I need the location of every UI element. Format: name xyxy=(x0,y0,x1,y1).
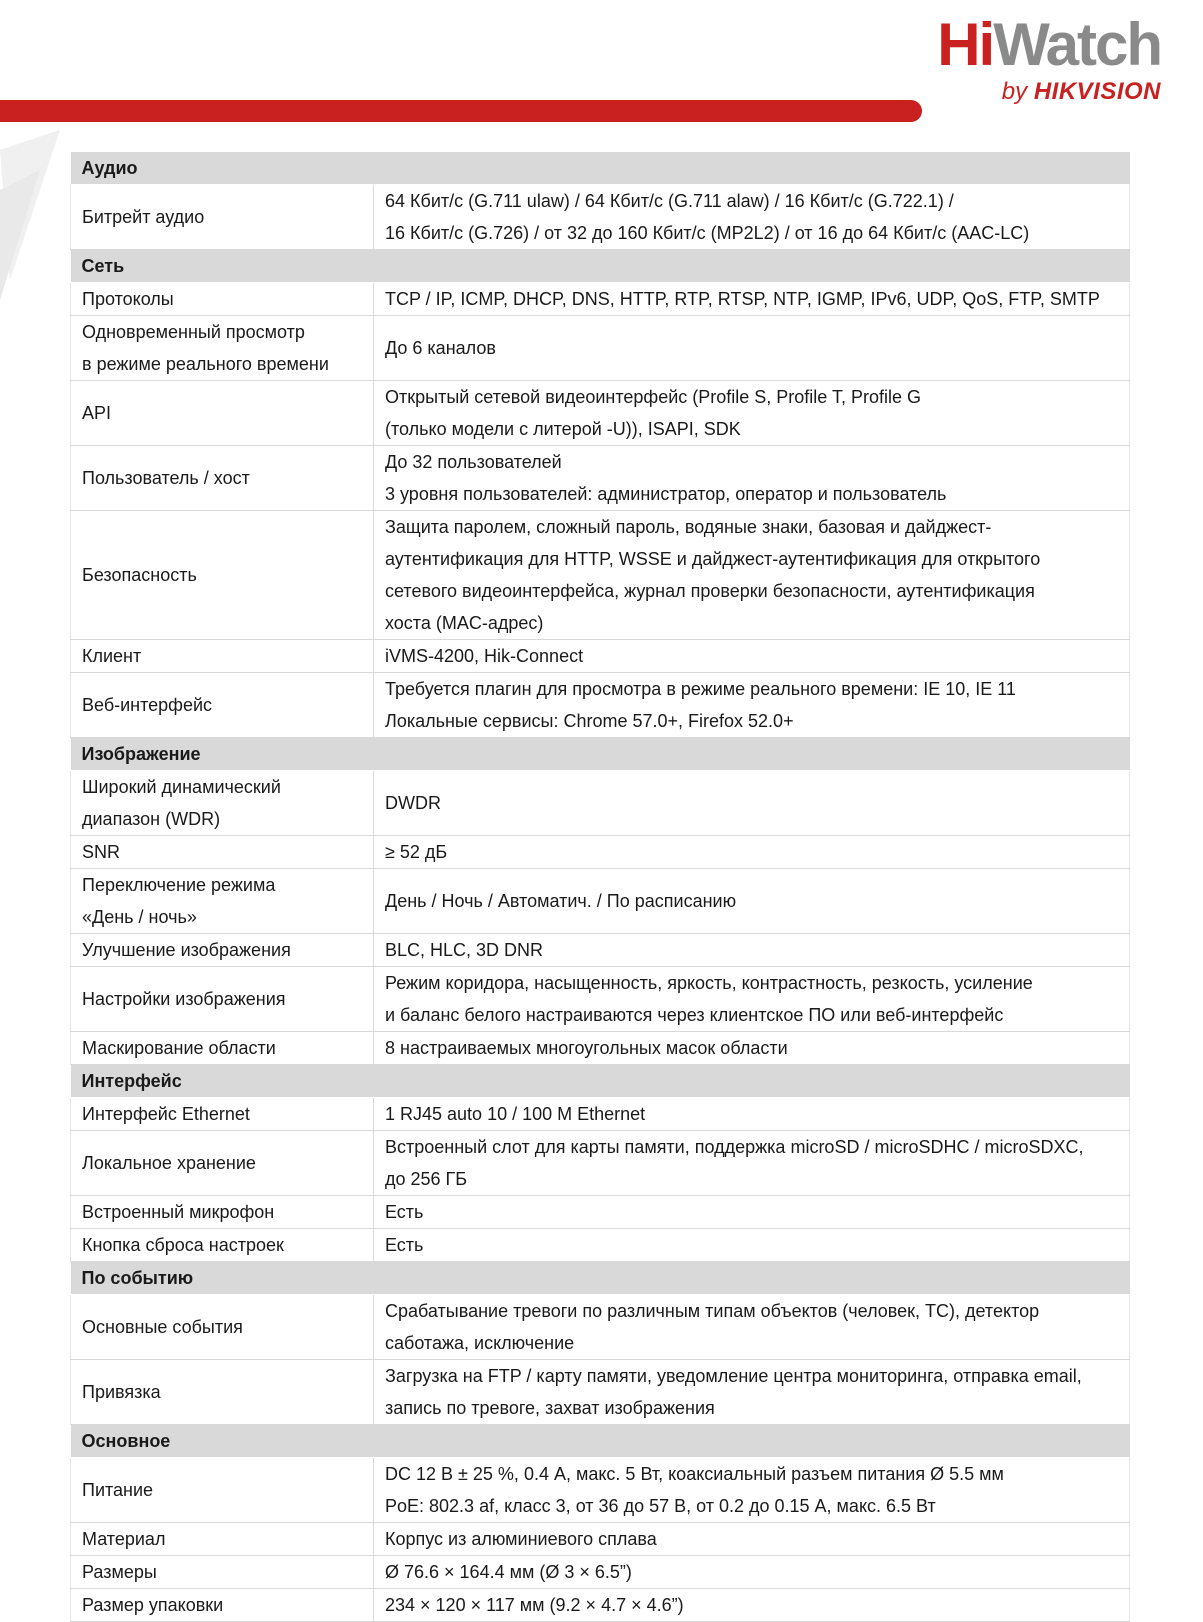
spec-label-line: Клиент xyxy=(82,646,142,666)
spec-row xyxy=(71,673,1130,738)
spec-value xyxy=(374,640,1130,673)
spec-label-line: в режиме реального времени xyxy=(82,354,329,374)
spec-label xyxy=(71,1098,374,1131)
spec-row xyxy=(71,185,1130,250)
spec-row xyxy=(71,1589,1130,1622)
spec-value-line: До 6 каналов xyxy=(385,338,496,358)
section-header xyxy=(71,1065,1130,1098)
spec-value-line: iVMS-4200, Hik-Connect xyxy=(385,646,584,666)
spec-label xyxy=(71,446,374,511)
section-title: Аудио xyxy=(71,152,1130,185)
hiwatch-logo xyxy=(901,11,1161,106)
spec-label xyxy=(71,1589,374,1622)
spec-row xyxy=(71,934,1130,967)
spec-value-line: DC 12 В ± 25 %, 0.4 А, макс. 5 Вт, коаксиальный разъем питания Ø 5.5 мм xyxy=(385,1464,1004,1484)
spec-value-line: BLC, HLC, 3D DNR xyxy=(385,940,544,960)
spec-row xyxy=(71,381,1130,446)
spec-label-line: Одновременный просмотр xyxy=(82,322,305,342)
spec-label-line: Веб-интерфейс xyxy=(82,695,213,715)
spec-value-line: хоста (MAC-адрес) xyxy=(385,613,544,633)
section-header xyxy=(71,738,1130,771)
spec-value-line: сетевого видеоинтерфейса, журнал проверки безопасности, аутентификация xyxy=(385,581,1035,601)
spec-value-line: TCP / IP, ICMP, DHCP, DNS, HTTP, RTP, RTSP, NTP, IGMP, IPv6, UDP, QoS, FTP, SMTP xyxy=(385,289,1100,309)
spec-label-line: Основные события xyxy=(82,1317,243,1337)
header-red-bar xyxy=(0,100,922,122)
spec-value-line: Загрузка на FTP / карту памяти, уведомление центра мониторинга, отправка email, xyxy=(385,1366,1082,1386)
spec-label-line: Размеры xyxy=(82,1562,157,1582)
spec-value xyxy=(374,1229,1130,1262)
section-title: Интерфейс xyxy=(71,1065,1130,1098)
spec-label xyxy=(71,511,374,640)
section-header xyxy=(71,152,1130,185)
spec-row xyxy=(71,283,1130,316)
spec-value-line: Локальные сервисы: Chrome 57.0+, Firefox 52.0+ xyxy=(385,711,794,731)
section-title: Изображение xyxy=(71,738,1130,771)
decorative-triangle-watermark xyxy=(0,130,70,330)
spec-value xyxy=(374,446,1130,511)
spec-value-line: DWDR xyxy=(385,793,441,813)
spec-label xyxy=(71,1032,374,1065)
spec-label xyxy=(71,381,374,446)
spec-label xyxy=(71,1556,374,1589)
spec-value xyxy=(374,511,1130,640)
spec-value-line: До 32 пользователей xyxy=(385,452,562,472)
spec-value xyxy=(374,1098,1130,1131)
spec-label xyxy=(71,1360,374,1425)
spec-value-line: и баланс белого настраиваются через клиентское ПО или веб-интерфейс xyxy=(385,1005,1004,1025)
spec-value-line: аутентификация для HTTP, WSSE и дайджест-аутентификация для открытого xyxy=(385,549,1041,569)
section-header xyxy=(71,1425,1130,1458)
spec-label xyxy=(71,185,374,250)
spec-row xyxy=(71,316,1130,381)
spec-row xyxy=(71,640,1130,673)
spec-label xyxy=(71,640,374,673)
spec-label-line: Битрейт аудио xyxy=(82,207,205,227)
spec-label xyxy=(71,1229,374,1262)
spec-row xyxy=(71,771,1130,836)
spec-label-line: Широкий динамический xyxy=(82,777,281,797)
spec-row xyxy=(71,967,1130,1032)
spec-label xyxy=(71,316,374,381)
spec-value xyxy=(374,673,1130,738)
spec-value-line: Корпус из алюминиевого сплава xyxy=(385,1529,657,1549)
spec-value xyxy=(374,1556,1130,1589)
spec-value-line: 3 уровня пользователей: администратор, оператор и пользователь xyxy=(385,484,947,504)
spec-label xyxy=(71,1196,374,1229)
spec-label-line: Пользователь / хост xyxy=(82,468,250,488)
spec-value-line: Есть xyxy=(385,1235,424,1255)
spec-label xyxy=(71,1458,374,1523)
spec-value-line: Срабатывание тревоги по различным типам объектов (человек, ТС), детектор xyxy=(385,1301,1040,1321)
spec-value-line: PoE: 802.3 af, класс 3, от 36 до 57 В, от 0.2 до 0.15 А, макс. 6.5 Вт xyxy=(385,1496,936,1516)
spec-label-line: Переключение режима xyxy=(82,875,276,895)
spec-row xyxy=(71,1229,1130,1262)
spec-value-line: 234 × 120 × 117 мм (9.2 × 4.7 × 4.6”) xyxy=(385,1595,684,1615)
spec-value-line: Открытый сетевой видеоинтерфейс (Profile S, Profile T, Profile G xyxy=(385,387,922,407)
spec-label xyxy=(71,967,374,1032)
spec-value xyxy=(374,283,1130,316)
spec-value xyxy=(374,1523,1130,1556)
spec-label-line: Кнопка сброса настроек xyxy=(82,1235,284,1255)
section-title: Сеть xyxy=(71,250,1130,283)
spec-row xyxy=(71,1098,1130,1131)
spec-value-line: до 256 ГБ xyxy=(385,1169,468,1189)
spec-label-line: Протоколы xyxy=(82,289,174,309)
spec-value-line: саботажа, исключение xyxy=(385,1333,575,1353)
spec-label-line: Безопасность xyxy=(82,565,197,585)
spec-row xyxy=(71,1360,1130,1425)
spec-value xyxy=(374,1360,1130,1425)
spec-value xyxy=(374,1458,1130,1523)
spec-label-line: «День / ночь» xyxy=(82,907,197,927)
spec-label-line: Привязка xyxy=(82,1382,161,1402)
spec-value-line: ≥ 52 дБ xyxy=(385,842,448,862)
section-header xyxy=(71,250,1130,283)
spec-value xyxy=(374,869,1130,934)
spec-label xyxy=(71,673,374,738)
spec-label xyxy=(71,283,374,316)
spec-value-line: 64 Кбит/с (G.711 ulaw) / 64 Кбит/с (G.711 alaw) / 16 Кбит/с (G.722.1) / xyxy=(385,191,954,211)
spec-label-line: Улучшение изображения xyxy=(82,940,291,960)
spec-value-line: (только модели с литерой -U)), ISAPI, SDK xyxy=(385,419,741,439)
spec-value-line: Режим коридора, насыщенность, яркость, контрастность, резкость, усиление xyxy=(385,973,1033,993)
spec-label-line: Размер упаковки xyxy=(82,1595,224,1615)
spec-value xyxy=(374,771,1130,836)
spec-label xyxy=(71,869,374,934)
spec-row xyxy=(71,1131,1130,1196)
spec-value xyxy=(374,1032,1130,1065)
spec-label xyxy=(71,1131,374,1196)
spec-row xyxy=(71,1196,1130,1229)
spec-row xyxy=(71,1523,1130,1556)
spec-value-line: Встроенный слот для карты памяти, поддержка microSD / microSDHC / microSDXC, xyxy=(385,1137,1084,1157)
spec-value-line: Есть xyxy=(385,1202,424,1222)
spec-label-line: API xyxy=(82,403,112,423)
spec-label xyxy=(71,771,374,836)
spec-value xyxy=(374,1196,1130,1229)
spec-row xyxy=(71,1458,1130,1523)
spec-value xyxy=(374,1295,1130,1360)
spec-value xyxy=(374,1589,1130,1622)
spec-label xyxy=(71,1523,374,1556)
spec-label-line: Маскирование области xyxy=(82,1038,276,1058)
spec-row xyxy=(71,1556,1130,1589)
spec-value-line: 8 настраиваемых многоугольных масок области xyxy=(385,1038,788,1058)
spec-label-line: Материал xyxy=(82,1529,166,1549)
spec-row xyxy=(71,836,1130,869)
spec-value xyxy=(374,934,1130,967)
spec-label xyxy=(71,934,374,967)
section-title: Основное xyxy=(71,1425,1130,1458)
spec-value xyxy=(374,381,1130,446)
section-header xyxy=(71,1262,1130,1295)
spec-row xyxy=(71,1295,1130,1360)
spec-value xyxy=(374,316,1130,381)
spec-value xyxy=(374,185,1130,250)
spec-row xyxy=(71,1032,1130,1065)
spec-label-line: Питание xyxy=(82,1480,154,1500)
spec-value xyxy=(374,836,1130,869)
spec-label-line: Встроенный микрофон xyxy=(82,1202,275,1222)
spec-label-line: SNR xyxy=(82,842,121,862)
logo-wordmark: HiWatch xyxy=(937,11,1161,78)
spec-label xyxy=(71,836,374,869)
spec-row xyxy=(71,869,1130,934)
section-title: По событию xyxy=(71,1262,1130,1295)
spec-value xyxy=(374,967,1130,1032)
spec-value-line: Защита паролем, сложный пароль, водяные знаки, базовая и дайджест- xyxy=(385,517,992,537)
spec-label xyxy=(71,1295,374,1360)
spec-value xyxy=(374,1131,1130,1196)
spec-label-line: Локальное хранение xyxy=(82,1153,256,1173)
spec-row xyxy=(71,511,1130,640)
spec-table xyxy=(70,152,1130,1622)
spec-label-line: диапазон (WDR) xyxy=(82,809,221,829)
spec-value-line: 1 RJ45 auto 10 / 100 M Ethernet xyxy=(385,1104,646,1124)
spec-row xyxy=(71,446,1130,511)
spec-label-line: Настройки изображения xyxy=(82,989,286,1009)
spec-value-line: Требуется плагин для просмотра в режиме реального времени: IE 10, IE 11 xyxy=(385,679,1016,699)
spec-label-line: Интерфейс Ethernet xyxy=(82,1104,250,1124)
spec-value-line: запись по тревоге, захват изображения xyxy=(385,1398,715,1418)
spec-value-line: День / Ночь / Автоматич. / По расписанию xyxy=(385,891,737,911)
spec-value-line: 16 Кбит/с (G.726) / от 32 до 160 Кбит/с (MP2L2) / от 16 до 64 Кбит/с (AAC-LC) xyxy=(385,223,1030,243)
logo-byline: by HIKVISION xyxy=(1001,78,1161,105)
spec-value-line: Ø 76.6 × 164.4 мм (Ø 3 × 6.5”) xyxy=(385,1562,632,1582)
